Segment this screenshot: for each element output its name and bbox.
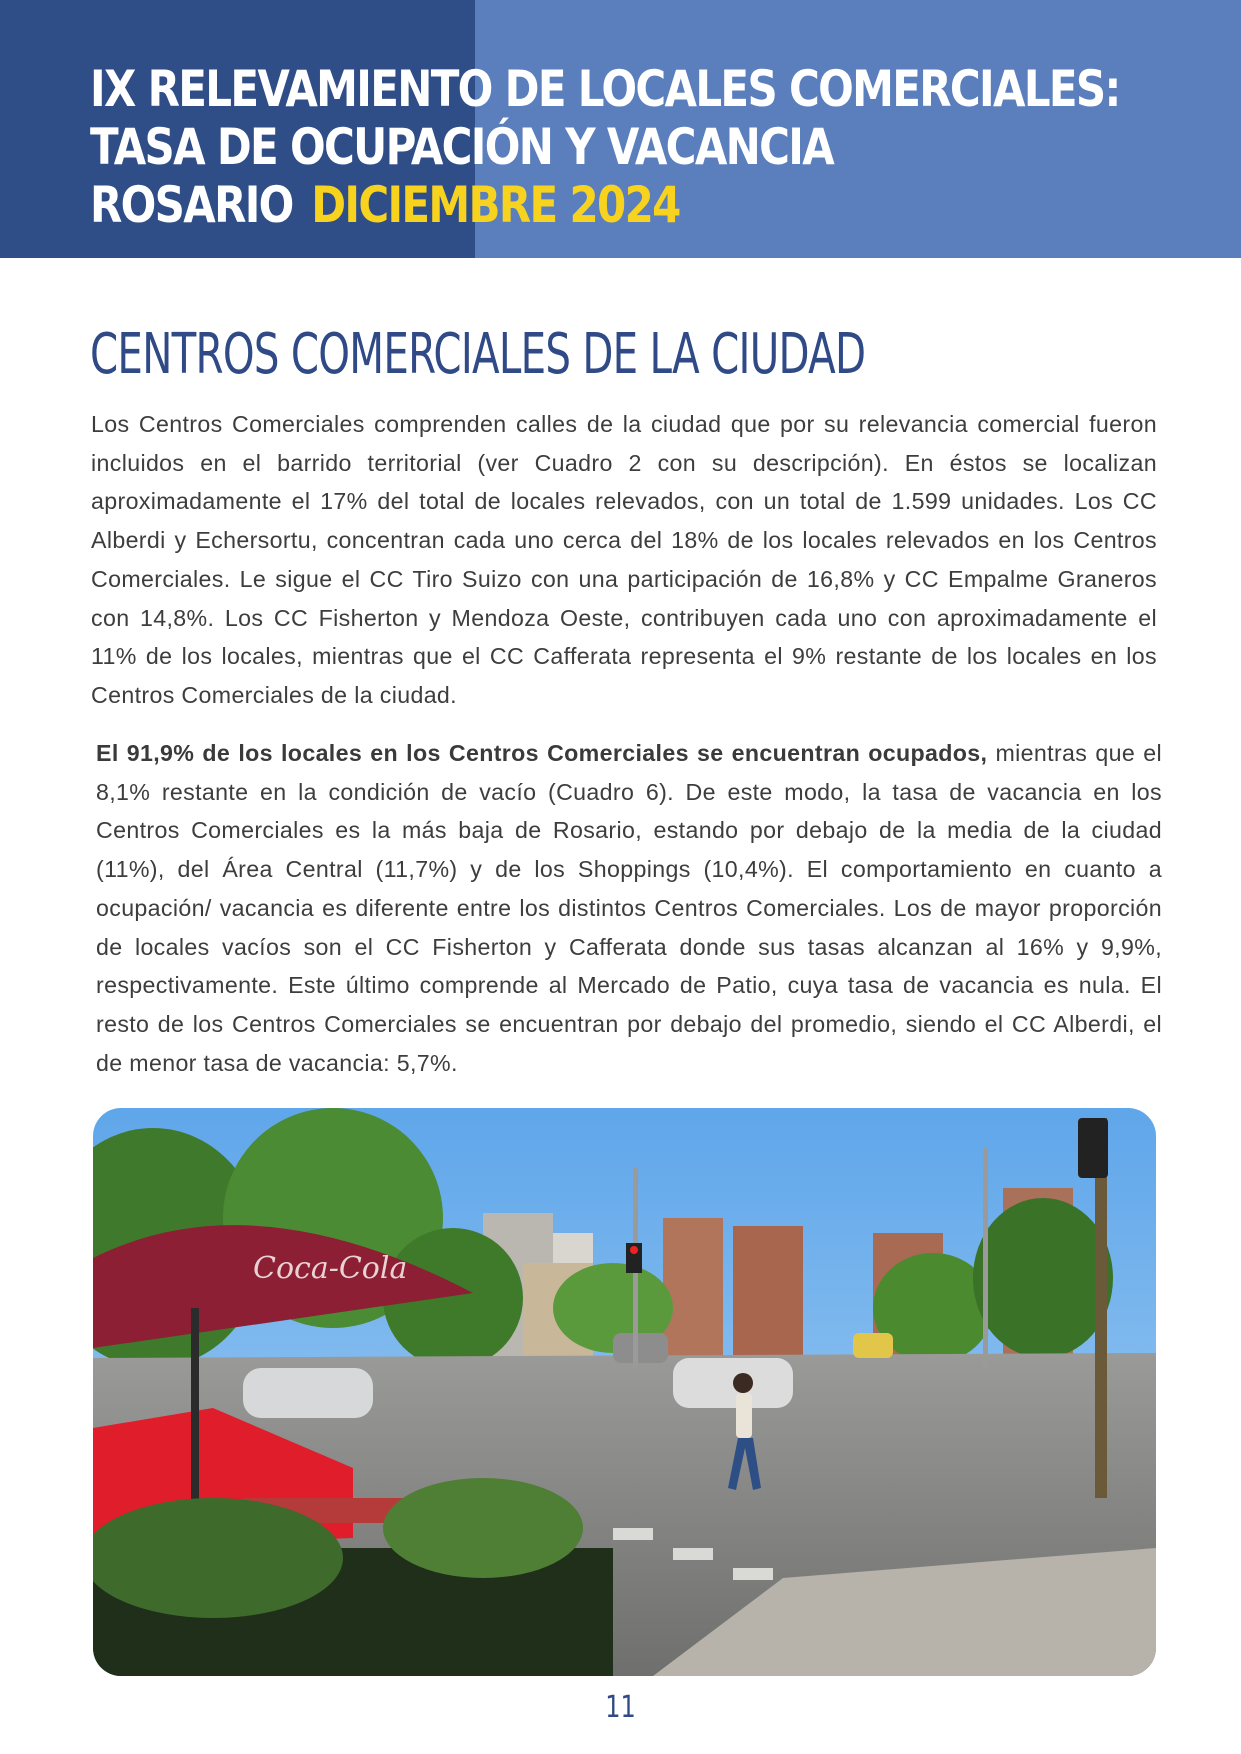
page-number: 11 xyxy=(605,1690,636,1725)
paragraph-1: Los Centros Comerciales comprenden calles de la ciudad que por su relevancia comercial fueron incluidos en el barrido territorial (ver Cuadro 2 con su descripción). En éstos se localizan aproximadamente el 17% del total de locales relevados, con un total de 1.599 unidades. Los CC Alberdi y Echersortu, concentran cada uno cerca del 18% de los locales relevados en los Centros Comerciales. Le sigue el CC Tiro Suizo con una participación de 16,8% y CC Empalme Graneros con 14,8%. Los CC Fisherton y Mendoza Oeste, contribuyen cada uno con aproximadamente el 11% de los locales, mientras que el CC Cafferata representa el 9% restante de los locales en los Centros Comerciales de la ciudad. xyxy=(91,411,1157,708)
paragraph-2-body: mientras que el 8,1% restante en la condición de vacío (Cuadro 6). De este modo, la tasa de vacancia en los Centros Comerciales es la más baja de Rosario, estando por debajo de la media de la ciudad (11%), del Área Central (11,7%) y de los Shoppings (10,4%). El comportamiento en cuanto a ocupación/ vacancia es diferente entre los distintos Centros Comerciales. Los de mayor proporción de locales vacíos son el CC Fisherton y Cafferata donde sus tasas alcanzan al 16% y 9,9%, respectivamente. Este último comprende al Mercado de Patio, cuya tasa de vacancia es nula. El resto de los Centros Comerciales se encuentran por debajo del promedio, siendo el CC Alberdi, el de menor tasa de vacancia: 5,7%. xyxy=(96,740,1163,1076)
report-title-line-3 xyxy=(90,176,1120,234)
paragraph-2-bold-lead: El 91,9% de los locales en los Centros Comerciales se encuentran ocupados, xyxy=(96,740,988,766)
paragraph-2 xyxy=(96,734,1162,1082)
report-date: DICIEMBRE 2024 xyxy=(311,176,680,234)
street-photo xyxy=(93,1108,1156,1676)
report-title-line-1: IX RELEVAMIENTO DE LOCALES COMERCIALES: xyxy=(90,60,1120,118)
section-title: CENTROS COMERCIALES DE LA CIUDAD xyxy=(90,322,866,387)
report-city: ROSARIO xyxy=(90,176,293,234)
umbrella-brand-text: Coca-Cola xyxy=(253,1251,408,1286)
bench xyxy=(93,1478,613,1676)
page-header xyxy=(0,0,1241,258)
header-titles xyxy=(90,60,1241,234)
report-title-line-2: TASA DE OCUPACIÓN Y VACANCIA xyxy=(90,118,834,176)
